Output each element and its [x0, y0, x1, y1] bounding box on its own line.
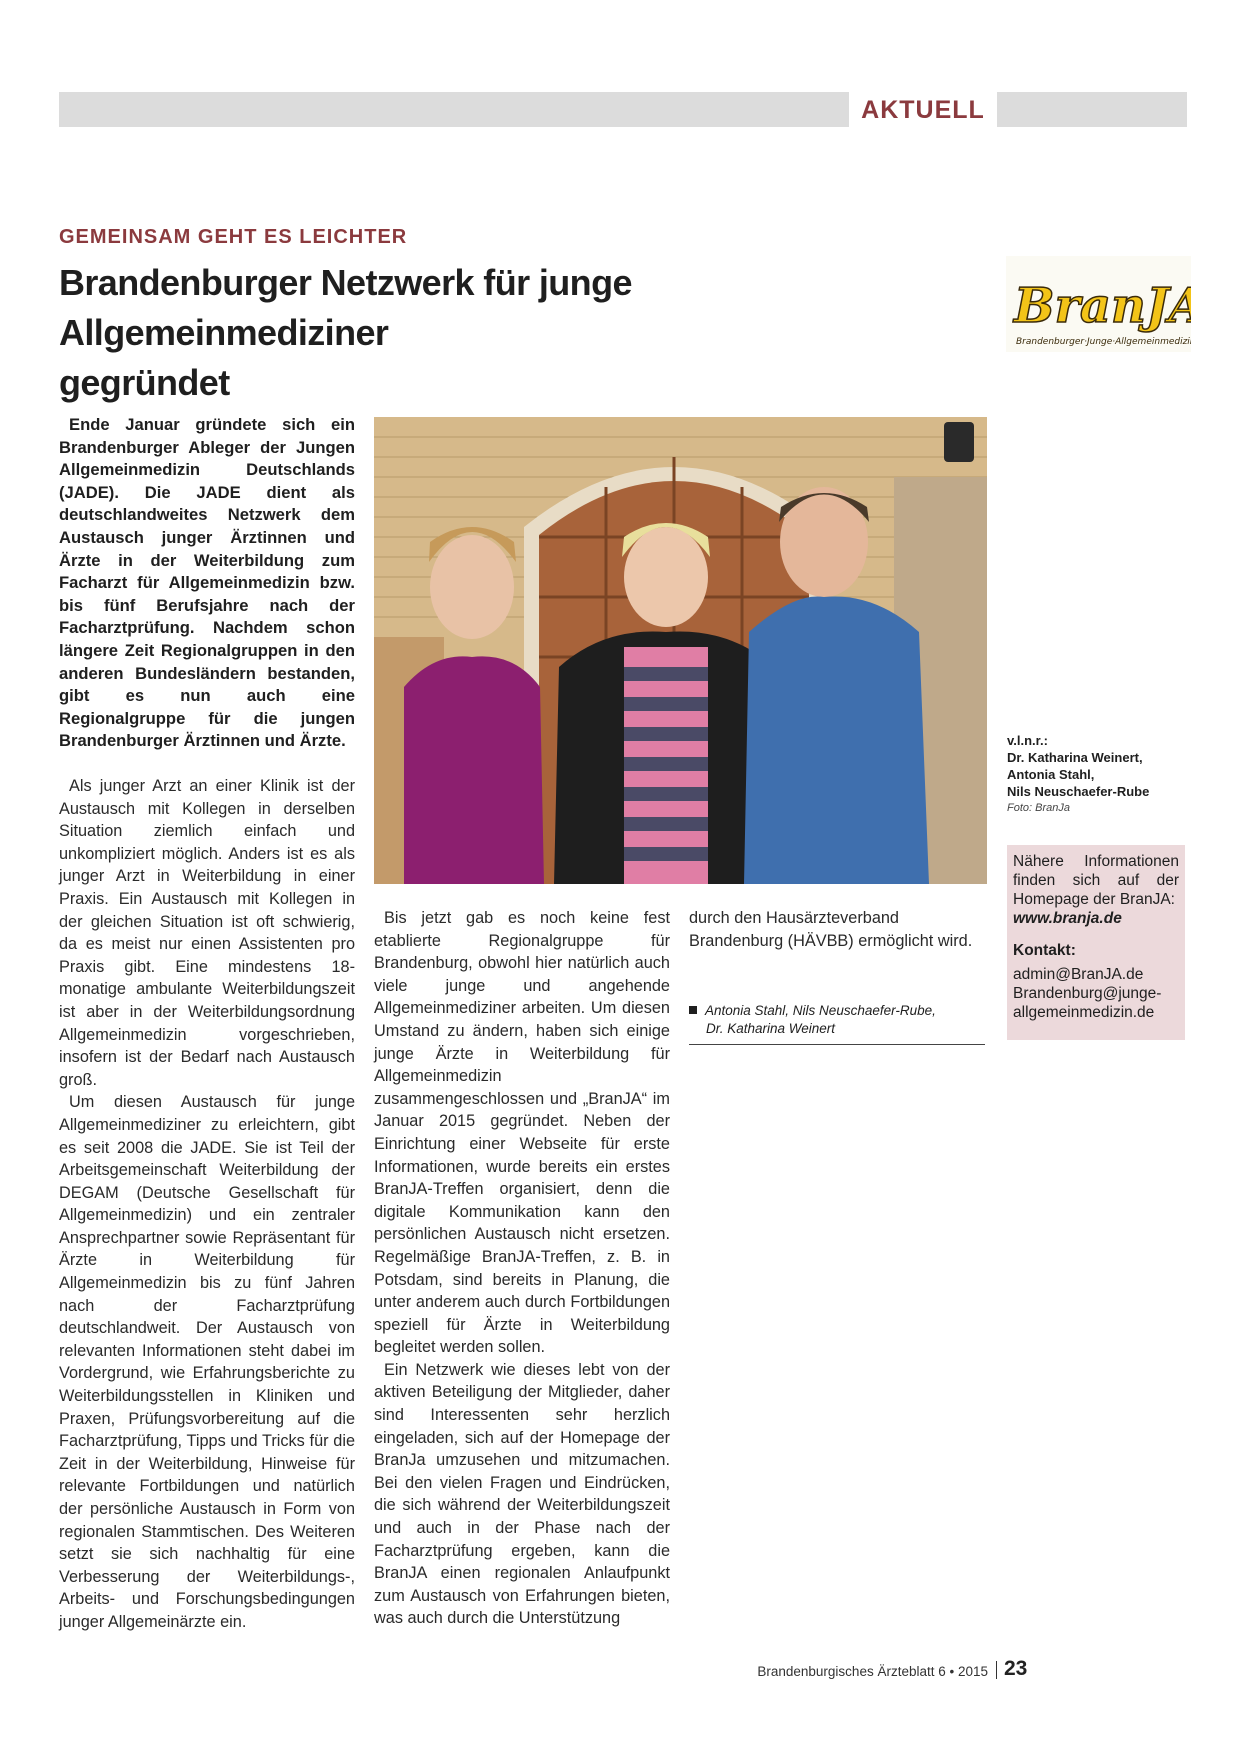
article-column-2: [374, 907, 670, 1630]
headline-line-2: gegründet: [59, 362, 230, 403]
contact-email-2-part-2: allgemeinmedizin.de: [1013, 1004, 1155, 1021]
section-bar-left: [59, 92, 849, 127]
caption-name-1: Dr. Katharina Weinert,: [1007, 750, 1143, 765]
photo-credit: Foto: BranJa: [1007, 802, 1070, 814]
section-label: AKTUELL: [861, 96, 985, 124]
headline-line-1: Brandenburger Netzwerk für junge Allgemeinmediziner: [59, 262, 632, 353]
group-photo: [374, 417, 987, 884]
article-authors: [689, 1002, 985, 1045]
publication-name: Brandenburgisches Ärzteblatt 6 • 2015: [757, 1664, 988, 1679]
svg-text:Brandenburger·Junge·Allgemeinm: Brandenburger·Junge·Allgemeinmedizin: [1016, 337, 1191, 347]
contact-email-2-part-1: Brandenburg@junge-: [1013, 985, 1162, 1002]
contact-email-2[interactable]: [1013, 984, 1179, 1022]
caption-name-2: Antonia Stahl,: [1007, 767, 1095, 782]
authors-line-1: Antonia Stahl, Nils Neuschaefer-Rube,: [705, 1003, 936, 1018]
authors-line-2: Dr. Katharina Weinert: [706, 1021, 836, 1036]
page-number: 23: [1004, 1657, 1028, 1680]
homepage-link[interactable]: www.branja.de: [1013, 910, 1122, 927]
article-kicker: GEMEINSAM GEHT ES LEICHTER: [59, 226, 408, 248]
article-column-1: [59, 775, 355, 1634]
article-column-3: [689, 907, 985, 952]
col3-paragraph-1: durch den Hausärzteverband Brandenburg (HÄVBB) ermöglicht wird.: [689, 909, 973, 950]
article-lead: Ende Januar gründete sich ein Brandenburger Ableger der Jungen Allgemeinmedizin Deutschlands (JADE). Die JADE dient als deutschlandweites Netzwerk dem Austausch junger Ärztinnen und Ärzte in der Weiterbildung zum Facharzt für Allgemeinmedizin bzw. bis fünf Berufsjahre nach der Facharztprüfung. Nachdem schon längere Zeit Regionalgruppen in den anderen Bundesländern bestanden, gibt es nun auch eine Regionalgruppe für die jungen Brandenburger Ärztinnen und Ärzte.: [59, 415, 355, 751]
contact-email-1[interactable]: admin@BranJA.de: [1013, 966, 1144, 983]
info-box: [1007, 845, 1185, 1040]
caption-name-3: Nils Neuschaefer-Rube: [1007, 784, 1150, 799]
svg-text:BranJA: BranJA: [1014, 278, 1191, 334]
section-bar-right: [997, 92, 1187, 127]
photo-caption: [1007, 732, 1192, 817]
caption-lead: v.l.n.r.:: [1007, 733, 1048, 748]
col2-paragraph-1: Bis jetzt gab es noch keine fest etablierte Regionalgruppe für Brandenburg, obwohl hier natürlich auch viele junge und angehende Allgemeinmediziner arbeiten. Um diesen Umstand zu ändern, haben sich einige junge Ärzte in Weiterbildung für Allgemeinmedizin zusammengeschlossen und „BranJA“ im Januar 2015 gegründet. Neben der Einrichtung einer Webseite für erste Informationen, wurde bereits ein erstes BranJA-Treffen organisiert, denn die digitale Kommunikation kann den persönlichen Austausch nicht ersetzen. Regelmäßige BranJA-Treffen, z. B. in Potsdam, sind bereits in Planung, die unter anderem auch durch Fortbildungen speziell für Ärzte in Weiterbildung begleitet werden sollen.: [374, 909, 670, 1357]
branja-logo: [1006, 256, 1191, 352]
info-intro: Nähere Informationen finden sich auf der Homepage der BranJA:: [1013, 853, 1179, 908]
col1-paragraph-1: Als junger Arzt an einer Klinik ist der Austausch mit Kollegen in derselben Situation ziemlich einfach und unkompliziert möglich. Anders ist es als junger Arzt in Weiterbildung in einer Praxis. Ein Austausch mit Kollegen in der gleichen Situation ist oft schwierig, da es meist nur einen Assistenten pro Praxis gibt. Eine mindestens 18-monatige ambulante Weiterbildungszeit ist aber in der Weiterbildungsordnung Allgemeinmedizin vorgeschrieben, insofern ist der Bedarf nach Austausch groß.: [59, 777, 355, 1089]
page-footer: [757, 1660, 1005, 1684]
contact-title: Kontakt:: [1013, 942, 1076, 959]
footer-separator: [996, 1661, 997, 1679]
article-headline: [59, 258, 959, 408]
col1-paragraph-2: Um diesen Austausch für junge Allgemeinmediziner zu erleichtern, gibt es seit 2008 die JADE. Sie ist Teil der Arbeitsgemeinschaft Weiterbildung der DEGAM (Deutsche Gesellschaft für Allgemeinmedizin) und ein zentraler Ansprechpartner sowie Repräsentant für Ärzte in Weiterbildung für Allgemeinmedizin bis zu fünf Jahren nach der Facharztprüfung deutschlandweit. Der Austausch von relevanten Informationen steht dabei im Vordergrund, wie Erfahrungsberichte zu Weiterbildungsstellen in Kliniken und Praxen, Prüfungsvorbereitung auf die Facharztprüfung, Tipps und Tricks für die Zeit in der Weiterbildung, Hinweise für relevante Fortbildungen und natürlich der persönliche Austausch in Form von regionalen Stammtischen. Des Weiteren setzt sie sich nachhaltig für eine Verbesserung der Weiterbildungs-, Arbeits- und Forschungsbedingungen junger Allgemeinärzte ein.: [59, 1093, 355, 1631]
square-bullet-icon: [689, 1006, 697, 1014]
col2-paragraph-2: Ein Netzwerk wie dieses lebt von der aktiven Beteiligung der Mitglieder, daher sind Interessenten sehr herzlich eingeladen, sich auf der Homepage der BranJa umzusehen und mitzumachen. Bei den vielen Fragen und Eindrücken, die sich während der Weiterbildungszeit und auch in der Phase nach der Facharztprüfung ergeben, kann die BranJA einen regionalen Anlaufpunkt zum Austausch von Erfahrungen bieten, was auch durch die Unterstützung: [374, 1360, 670, 1628]
